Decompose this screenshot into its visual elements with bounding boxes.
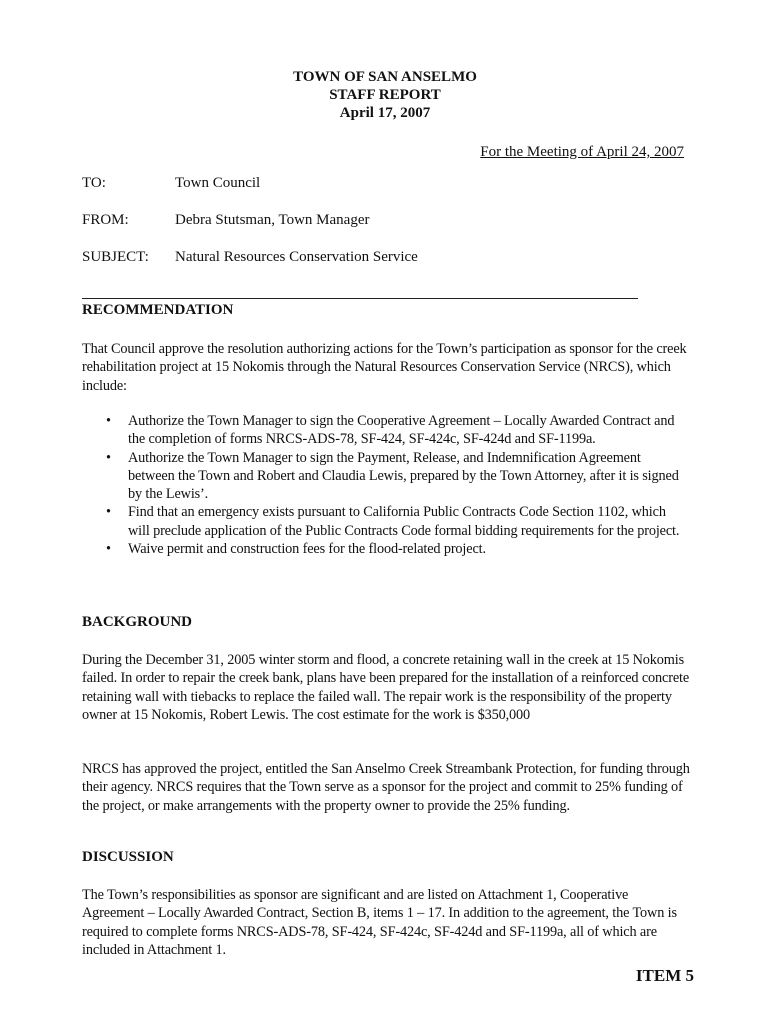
list-item: • Authorize the Town Manager to sign the Cooperative Agreement – Locally Awarded Contract and the completion of forms NRCS-ADS-78, SF-424, SF-424c, SF-424d and SF-1199a. [106,412,690,449]
item-number-tag: ITEM 5 [635,966,694,985]
memo-from-label: FROM: [82,212,129,228]
discussion-heading: DISCUSSION [82,849,174,865]
meeting-date: For the Meeting of April 24, 2007 [480,144,684,160]
memo-from-row [82,212,369,229]
report-header [0,68,770,122]
list-item: • Authorize the Town Manager to sign the Payment, Release, and Indemnification Agreement between the Town and Robert and Claudia Lewis, prepared by the Town Attorney, after it is signed by the Lewis’. [106,449,690,504]
recommendation-intro: That Council approve the resolution authorizing actions for the Town’s participation as sponsor for the creek rehabilitation project at 15 Nokomis through the Natural Resources Conservation Service (NRCS), which include: [82,341,687,394]
memo-to-row [82,175,260,192]
memo-subject-label: SUBJECT: [82,249,149,265]
memo-from-value: Debra Stutsman, Town Manager [175,212,370,228]
report-date: April 17, 2007 [339,105,431,121]
background-heading: BACKGROUND [82,614,193,630]
background-paragraph-2: NRCS has approved the project, entitled the San Anselmo Creek Streambank Protection, for funding through their agency. NRCS requires that the Town serve as a sponsor for the project and commit to 25% funding of the project, or make arrangements with the property owner to provide the 25% funding. [82,761,690,814]
document-type: STAFF REPORT [329,87,441,103]
memo-subject-value: Natural Resources Conservation Service [175,249,418,265]
org-name: TOWN OF SAN ANSELMO [293,69,477,85]
divider-rule [82,298,638,299]
list-item: • Find that an emergency exists pursuant to California Public Contracts Code Section 1102, which will preclude application of the Public Contracts Code formal bidding requirements for the project. [106,503,690,540]
discussion-paragraph-1: The Town’s responsibilities as sponsor are significant and are listed on Attachment 1, Cooperative Agreement – Locally Awarded Contract, Section B, items 1 – 17. In addition to the agreement, the Town is required to complete forms NRCS-ADS-78, SF-424, SF-424c, SF-424d and SF-1199a, all of which are included in Attachment 1. [82,887,677,958]
list-item: • Waive permit and construction fees for the flood-related project. [106,540,690,558]
recommendation-list [106,412,690,558]
recommendation-heading: RECOMMENDATION [82,302,234,318]
memo-to-value: Town Council [175,175,261,191]
background-paragraph-1: During the December 31, 2005 winter storm and flood, a concrete retaining wall in the creek at 15 Nokomis failed. In order to repair the creek bank, plans have been prepared for the installation of a reinforced concrete retaining wall with tiebacks to replace the failed wall. The repair work is the responsibility of the property owner at 15 Nokomis, Robert Lewis. The cost estimate for the work is $350,000 [82,652,690,723]
memo-to-label: TO: [82,175,106,191]
memo-subject-row [82,249,418,266]
